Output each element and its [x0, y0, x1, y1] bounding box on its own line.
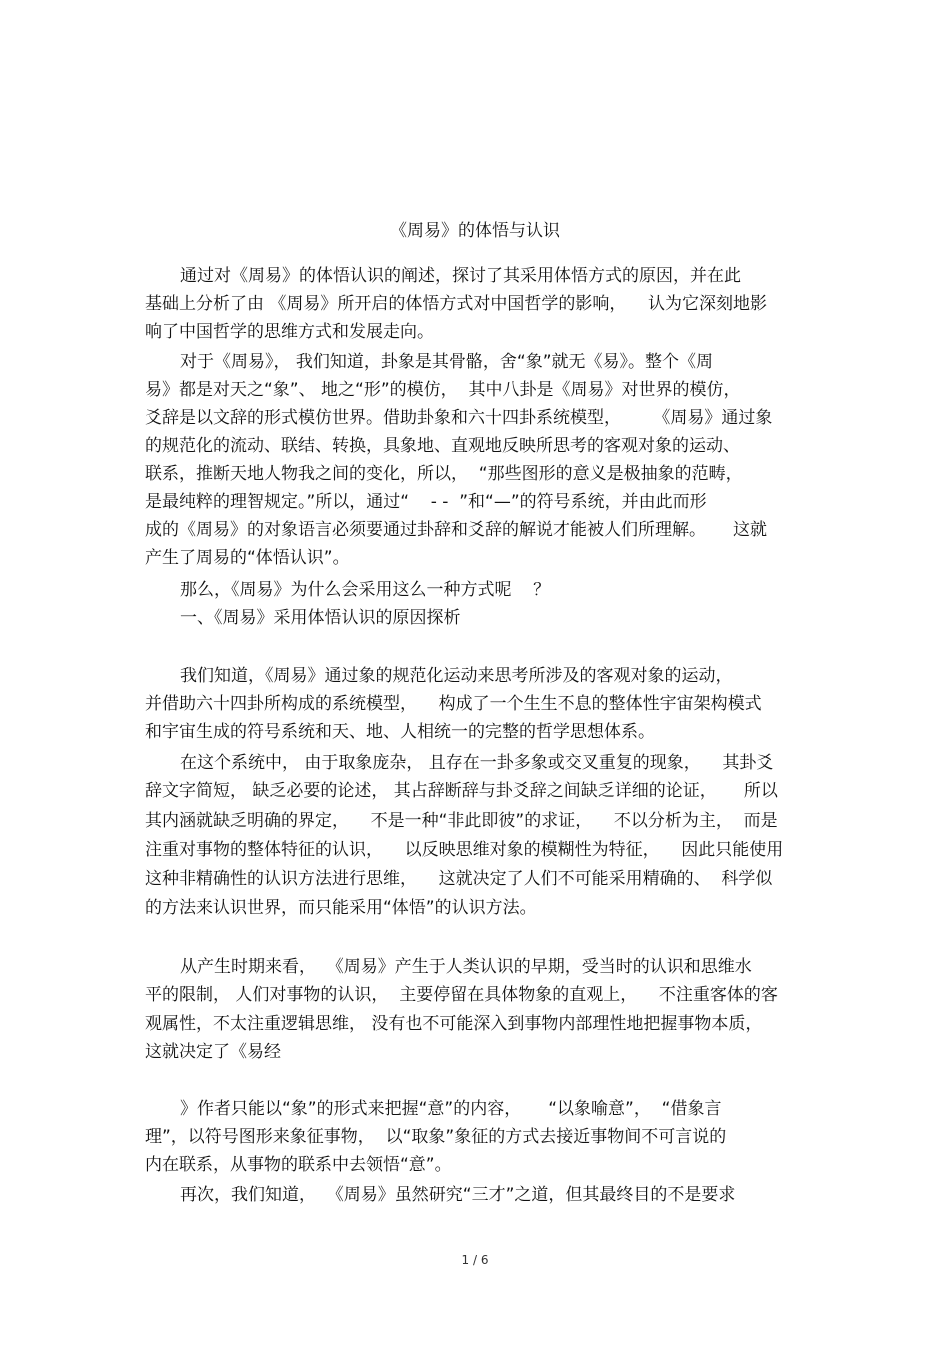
text-line: 联系，推断天地人物我之间的变化，所以， “那些图形的意义是极抽象的范畴， — [145, 464, 743, 484]
text-line: 这种非精确性的认识方法进行思维， 这就决定了人们不可能采用精确的、 科学似 — [145, 869, 773, 889]
text-line: 通过对《周易》的体悟认识的阐述，探讨了其采用体悟方式的原因，并在此 — [180, 266, 741, 286]
text-line: 》作者只能以“象”的形式来把握“意”的内容， “以象喻意”， “借象言 — [180, 1099, 722, 1119]
text-line: 辞文字简短， 缺乏必要的论述， 其占辞断辞与卦爻辞之间缺乏详细的论证， 所以 — [145, 781, 778, 801]
text-line: 的方法来认识世界，而只能采用“体悟”的认识方法。 — [145, 898, 537, 918]
text-line: 并借助六十四卦所构成的系统模型， 构成了一个生生不息的整体性宇宙架构模式 — [145, 694, 762, 714]
text-line: 爻辞是以文辞的形式模仿世界。借助卦象和六十四卦系统模型， 《周易》通过象 — [145, 408, 773, 428]
page-number: 1 / 6 — [461, 1253, 489, 1267]
text-line: 成的《周易》的对象语言必须要通过卦辞和爻辞的解说才能被人们所理解。 这就 — [145, 520, 768, 540]
text-line: 其内涵就缺乏明确的界定， 不是一种“非此即彼”的求证， 不以分析为主， 而是 — [145, 811, 778, 831]
text-line: 再次，我们知道， 《周易》虽然研究“三才”之道，但其最终目的不是要求 — [180, 1185, 736, 1205]
text-line: 对于《周易》， 我们知道，卦象是其骨骼，舍“象”就无《易》。整个《周 — [180, 352, 714, 372]
text-line: 理”，以符号图形来象征事物， 以“取象”象征的方式去接近事物间不可言说的 — [145, 1127, 727, 1147]
text-line: 平的限制， 人们对事物的认识， 主要停留在具体物象的直观上， 不注重客体的客 — [145, 985, 778, 1005]
text-line: 基础上分析了由 《周易》所开启的体悟方式对中国哲学的影响， 认为它深刻地影 — [145, 294, 768, 314]
text-line: 的规范化的流动、联结、转换，具象地、直观地反映所思考的客观对象的运动、 — [145, 436, 740, 456]
text-line: 易》都是对天之“象”、 地之“形”的模仿， 其中八卦是《周易》对世界的模仿， — [145, 380, 741, 400]
text-line: 内在联系，从事物的联系中去领悟“意”。 — [145, 1155, 452, 1175]
text-line: 响了中国哲学的思维方式和发展走向。 — [145, 322, 434, 342]
text-line: 那么，《周易》为什么会采用这么一种方式呢 ？ — [180, 580, 551, 600]
text-line: 从产生时期来看， 《周易》产生于人类认识的早期，受当时的认识和思维水 — [180, 957, 752, 977]
text-line: 注重对事物的整体特征的认识， 以反映思维对象的模糊性为特征， 因此只能使用 — [145, 840, 784, 860]
document-title: 《周易》的体悟与认识 — [390, 221, 560, 241]
text-line: 我们知道，《周易》通过象的规范化运动来思考所涉及的客观对象的运动， — [180, 666, 733, 686]
text-line: 观属性，不太注重逻辑思维， 没有也不可能深入到事物内部理性地把握事物本质， — [145, 1014, 763, 1034]
text-line: 产生了周易的“体悟认识”。 — [145, 548, 350, 568]
text-line: 和宇宙生成的符号系统和天、地、人相统一的完整的哲学思想体系。 — [145, 722, 655, 742]
text-line: 在这个系统中， 由于取象庞杂， 且存在一卦多象或交叉重复的现象， 其卦爻 — [180, 753, 774, 773]
text-line: 这就决定了《易经 — [145, 1042, 281, 1062]
text-line: 是最纯粹的理智规定。”所以，通过“ - - ”和“—”的符号系统，并由此而形 — [145, 492, 707, 512]
section-heading: 一、《周易》采用体悟认识的原因探析 — [180, 608, 461, 628]
